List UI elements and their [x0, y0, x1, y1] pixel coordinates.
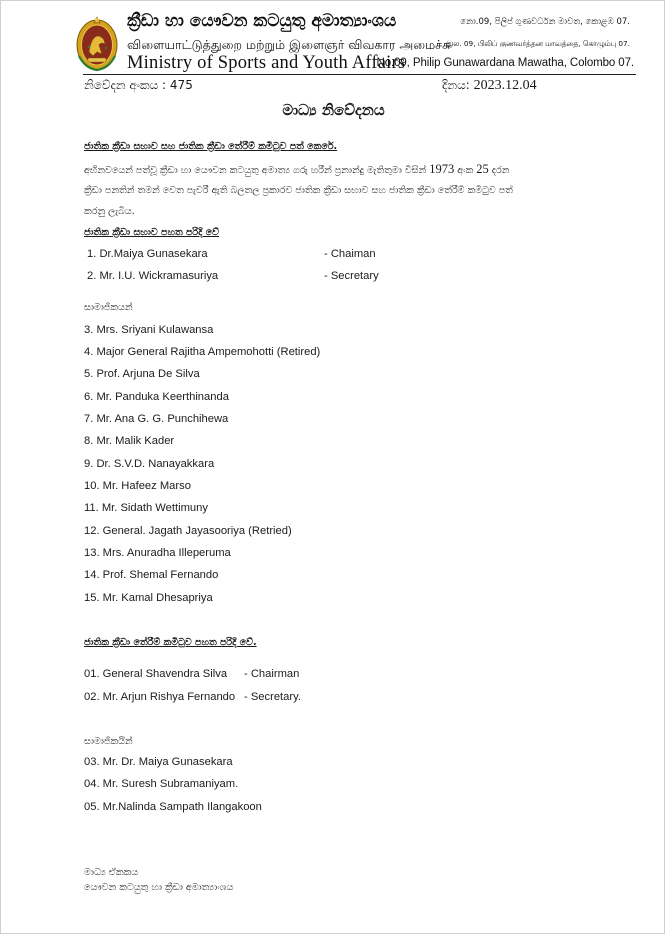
committee-members-label: සාමාජිකයින්	[84, 736, 133, 747]
council-officer: 2. Mr. I.U. Wickramasuriya	[87, 270, 219, 282]
address-english: No.09, Philip Gunawardana Mawatha, Colombo 07.	[376, 57, 634, 69]
header-divider	[83, 74, 636, 75]
ministry-name-tamil: விளையாட்டுத்துறை மற்றும் இளைஞர் விவகார அமைச்சு	[127, 37, 451, 52]
committee-member: 04. Mr. Suresh Subramaniyam.	[84, 778, 239, 790]
sri-lanka-emblem-icon	[75, 14, 119, 72]
council-member: 13. Mrs. Anuradha Illeperuma	[84, 547, 231, 559]
footer-ministry: යෞවන කටයුතු හා ක්‍රීඩා අමාත්‍යාංශය	[84, 882, 234, 893]
council-heading: ජාතික ක්‍රීඩා සභාව පහත පරිදි වේ	[84, 227, 219, 238]
council-member: 15. Mr. Kamal Dhesapriya	[84, 592, 213, 604]
footer-unit: මාධ්‍ය ඒකකය	[84, 867, 139, 878]
address-sinhala: නො.09, පිලිප් ගුණවර්ධන මාවත, කොළඹ 07.	[460, 17, 630, 27]
document-title: මාධ්‍ය නිවේදනය	[282, 101, 385, 119]
council-officer: 1. Dr.Maiya Gunasekara	[87, 248, 208, 260]
council-member: 9. Dr. S.V.D. Nanayakkara	[84, 458, 215, 470]
council-member: 12. General. Jagath Jayasooriya (Retried)	[84, 525, 292, 537]
date-value: 2023.12.04	[473, 78, 537, 93]
paragraph-line-1: අභිනවයෙන් පත්වූ ක්‍රීඩා හා යෞවන කටයුතු අමාත්‍ය ගරු හරීන් ප්‍රනාන්දු මැතිතුමා විසින් 1973 අංක 25 දරන	[84, 162, 510, 176]
council-member: 3. Mrs. Sriyani Kulawansa	[84, 324, 214, 336]
council-officer-role: - Secretary	[324, 270, 379, 282]
reference-value: 475	[169, 78, 193, 92]
reference-label: නිවේදන අංකය :	[84, 78, 170, 92]
committee-officer: 02. Mr. Arjun Rishya Fernando	[84, 691, 236, 703]
council-member: 5. Prof. Arjuna De Silva	[84, 368, 200, 380]
paragraph-line-2: ක්‍රීඩා පනතින් තමන් වෙත පැවරී ඇති බලතල ප්‍රකාරව ජාතික ක්‍රීඩා සභාව සහ ජාතික ක්‍රීඩා තේරීම් කමිටුව පත්	[84, 185, 513, 196]
committee-officer: 01. General Shavendra Silva	[84, 668, 228, 680]
council-member: 10. Mr. Hafeez Marso	[84, 480, 191, 492]
ministry-name-sinhala: ක්‍රීඩා හා යෞවන කටයුතු අමාත්‍යාංශය	[127, 11, 397, 31]
address-tamil: இல. 09, பிலிப் குணவர்த்தன மாவத்தை, கொழும்பு 07.	[446, 39, 630, 48]
reference-number	[84, 78, 193, 93]
paragraph-line-3: කරනු ලැබිය.	[84, 206, 135, 217]
council-member: 6. Mr. Panduka Keerthinanda	[84, 391, 229, 403]
document-date	[442, 78, 537, 94]
committee-member: 05. Mr.Nalinda Sampath Ilangakoon	[84, 801, 262, 813]
announcement-heading: ජාතික ක්‍රීඩා සභාව සහ ජාතික ක්‍රීඩා තේරීම් කමිටුව පත් කෙරේ.	[84, 141, 338, 152]
council-member: 11. Mr. Sidath Wettimuny	[84, 502, 208, 514]
committee-officer-role: - Secretary.	[244, 691, 301, 703]
council-member: 14. Prof. Shemal Fernando	[84, 569, 219, 581]
council-officer-role: - Chaiman	[324, 248, 376, 260]
committee-heading: ජාතික ක්‍රීඩා තේරීම් කමිටුව පහත පරිදි වේ.	[84, 637, 257, 648]
council-member: 7. Mr. Ana G. G. Punchihewa	[84, 413, 229, 425]
council-members-label: සාමාජිකයන්	[84, 302, 133, 313]
council-member: 8. Mr. Malik Kader	[84, 435, 175, 447]
date-label: දිනය:	[442, 78, 474, 92]
council-member: 4. Major General Rajitha Ampemohotti (Retired)	[84, 346, 321, 358]
ministry-name-english: Ministry of Sports and Youth Affairs	[127, 53, 406, 73]
committee-officer-role: - Chairman	[244, 668, 300, 680]
committee-member: 03. Mr. Dr. Maiya Gunasekara	[84, 756, 233, 768]
